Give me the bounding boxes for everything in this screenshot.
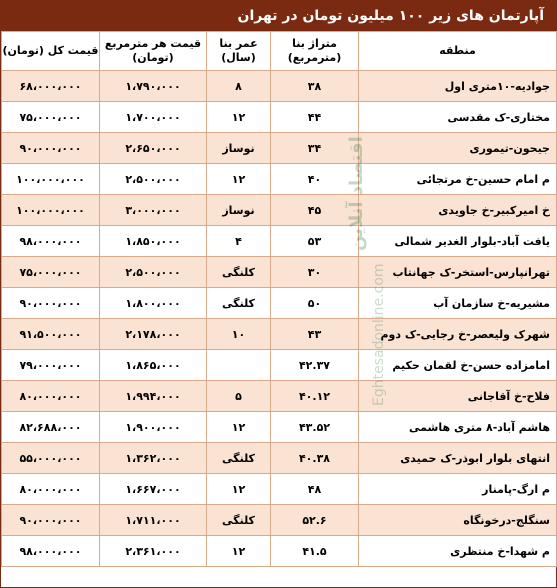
cell-age: نوساز [207,195,271,226]
cell-price-per-m2: ۱،۳۶۲،۰۰۰ [100,443,207,474]
col-header-price-per-m2: قیمت هر مترمربع (تومان) [100,32,207,71]
cell-age: ۱۲ [207,102,271,133]
col-header-area: متراژ بنا (مترمربع) [271,32,359,71]
cell-age: کلنگی [207,288,271,319]
table-row [2,133,557,164]
cell-region: م شهدا-خ منتظری [359,536,557,567]
cell-area: ۵۳ [271,226,359,257]
col-header-region: منطقه [359,32,557,71]
cell-price-per-m2: ۱،۹۹۴،۰۰۰ [100,381,207,412]
table-row [2,257,557,288]
apartment-price-table [1,31,557,567]
cell-area: ۴۱.۵ [271,536,359,567]
cell-area: ۴۸ [271,474,359,505]
cell-area: ۴۰ [271,164,359,195]
cell-region: انتهای بلوار ابوذر-ک حمیدی [359,443,557,474]
cell-total-price: ۸۰،۰۰۰،۰۰۰ [2,474,100,505]
cell-area: ۴۳.۵۲ [271,412,359,443]
cell-total-price: ۹۰،۰۰۰،۰۰۰ [2,288,100,319]
cell-price-per-m2: ۲،۵۰۰،۰۰۰ [100,164,207,195]
table-row [2,71,557,102]
cell-region: خ امیرکبیر-خ جاویدی [359,195,557,226]
cell-price-per-m2: ۲،۶۵۰،۰۰۰ [100,133,207,164]
cell-total-price: ۹۸،۰۰۰،۰۰۰ [2,536,100,567]
table-row [2,381,557,412]
table-row [2,350,557,381]
table-row [2,102,557,133]
cell-price-per-m2: ۱،۷۱۱،۰۰۰ [100,505,207,536]
table-row [2,536,557,567]
cell-price-per-m2: ۱،۶۶۷،۰۰۰ [100,474,207,505]
cell-price-per-m2: ۱،۹۰۰،۰۰۰ [100,412,207,443]
cell-region: م امام حسین-خ مرتجائی [359,164,557,195]
cell-region: مشیریه-خ سازمان آب [359,288,557,319]
cell-region: فلاح-خ آقاجانی [359,381,557,412]
cell-region: شهرک ولیعصر-خ رجایی-ک دوم [359,319,557,350]
cell-region: مختاری-ک مقدسی [359,102,557,133]
table-row [2,505,557,536]
cell-total-price: ۱۰۰،۰۰۰،۰۰۰ [2,195,100,226]
cell-area: ۴۵ [271,195,359,226]
cell-total-price: ۵۵،۰۰۰،۰۰۰ [2,443,100,474]
table-row [2,226,557,257]
watermark-logo-text: اقتصاد آنلاین [346,136,367,251]
cell-price-per-m2: ۱،۷۰۰،۰۰۰ [100,102,207,133]
cell-region: سنگلج-درخونگاه [359,505,557,536]
cell-total-price: ۹۰،۰۰۰،۰۰۰ [2,133,100,164]
table-row [2,412,557,443]
watermark-url: Eghtesadonline.com [371,263,387,406]
cell-age: کلنگی [207,443,271,474]
cell-total-price: ۶۸،۰۰۰،۰۰۰ [2,71,100,102]
cell-total-price: ۱۰۰،۰۰۰،۰۰۰ [2,164,100,195]
table-row [2,474,557,505]
cell-area: ۳۸ [271,71,359,102]
cell-age [207,350,271,381]
cell-area: ۵۲.۶ [271,505,359,536]
cell-age: نوساز [207,133,271,164]
cell-age: ۱۲ [207,474,271,505]
cell-total-price: ۷۹،۰۰۰،۰۰۰ [2,350,100,381]
cell-area: ۵۰ [271,288,359,319]
cell-region: امامزاده حسن-خ لقمان حکیم [359,350,557,381]
cell-age: ۴ [207,226,271,257]
cell-area: ۳۴ [271,133,359,164]
col-header-total-price: قیمت کل (تومان) [2,32,100,71]
cell-area: ۴۲.۳۷ [271,350,359,381]
cell-total-price: ۹۰،۰۰۰،۰۰۰ [2,505,100,536]
table-row [2,443,557,474]
cell-total-price: ۸۰،۰۰۰،۰۰۰ [2,381,100,412]
cell-region: هاشم آباد-۸ متری هاشمی [359,412,557,443]
cell-area: ۳۰ [271,257,359,288]
cell-age: کلنگی [207,505,271,536]
cell-total-price: ۷۵،۰۰۰،۰۰۰ [2,257,100,288]
table-row [2,164,557,195]
cell-region: جیحون-تیموری [359,133,557,164]
cell-price-per-m2: ۲،۵۰۰،۰۰۰ [100,257,207,288]
cell-area: ۴۴ [271,102,359,133]
cell-price-per-m2: ۳،۰۰۰،۰۰۰ [100,195,207,226]
cell-price-per-m2: ۲،۱۷۸،۰۰۰ [100,319,207,350]
cell-age: ۱۲ [207,536,271,567]
cell-price-per-m2: ۱،۸۰۰،۰۰۰ [100,288,207,319]
cell-region: یافت آباد-بلوار الغدیر شمالی [359,226,557,257]
page-title: آپارتمان های زیر ۱۰۰ میلیون تومان در تهران [1,1,556,31]
table-header-row [2,32,557,71]
cell-price-per-m2: ۱،۸۵۰،۰۰۰ [100,226,207,257]
cell-area: ۴۳ [271,319,359,350]
cell-age: ۸ [207,71,271,102]
cell-total-price: ۸۲،۶۸۸،۰۰۰ [2,412,100,443]
cell-age: ۱۲ [207,164,271,195]
cell-price-per-m2: ۲،۳۶۱،۰۰۰ [100,536,207,567]
cell-price-per-m2: ۱،۸۶۵،۰۰۰ [100,350,207,381]
cell-area: ۴۰.۱۲ [271,381,359,412]
cell-age: ۱۰ [207,319,271,350]
cell-price-per-m2: ۱،۷۹۰،۰۰۰ [100,71,207,102]
table-row [2,195,557,226]
cell-age: کلنگی [207,257,271,288]
cell-total-price: ۷۵،۰۰۰،۰۰۰ [2,102,100,133]
cell-area: ۴۰.۳۸ [271,443,359,474]
cell-region: جوادیه-۱۰متری اول [359,71,557,102]
cell-total-price: ۹۱،۵۰۰،۰۰۰ [2,319,100,350]
cell-region: تهرانپارس-استخر-ک جهانتاب [359,257,557,288]
table-row [2,288,557,319]
cell-region: م ارگ-پامنار [359,474,557,505]
col-header-age: عمر بنا (سال) [207,32,271,71]
cell-age: ۵ [207,381,271,412]
cell-total-price: ۹۸،۰۰۰،۰۰۰ [2,226,100,257]
cell-age: ۱۲ [207,412,271,443]
table-row [2,319,557,350]
